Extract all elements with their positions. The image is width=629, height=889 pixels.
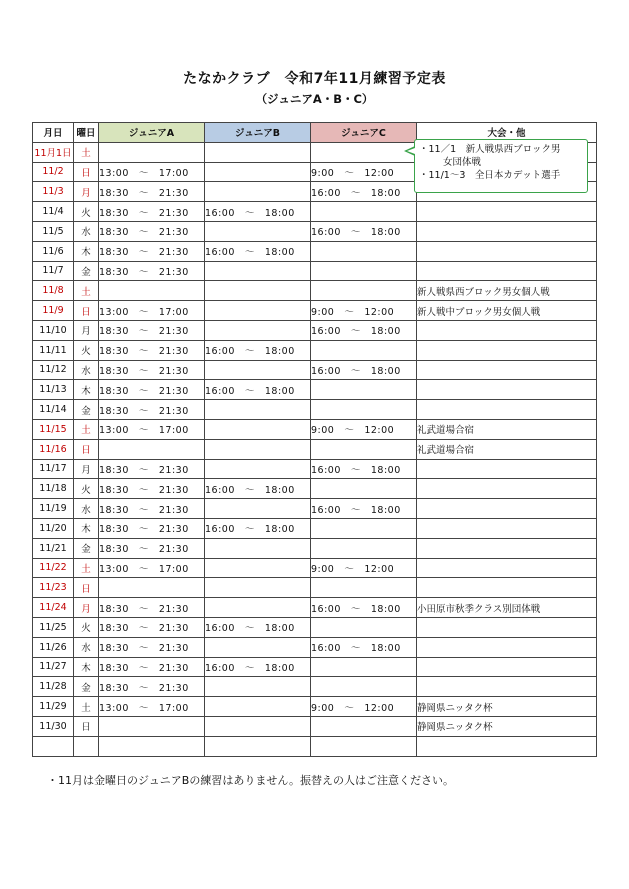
row-junior-b <box>205 637 311 657</box>
row-date: 11/16 <box>33 439 74 459</box>
table-row <box>33 538 597 558</box>
row-junior-b <box>205 261 311 281</box>
row-junior-a: 18:30 ～ 21:30 <box>99 400 205 420</box>
row-date: 11/23 <box>33 578 74 598</box>
row-junior-a: 18:30 ～ 21:30 <box>99 637 205 657</box>
row-event <box>417 241 597 261</box>
row-junior-a: 18:30 ～ 21:30 <box>99 360 205 380</box>
row-date: 11/4 <box>33 202 74 222</box>
row-junior-c <box>311 716 417 736</box>
row-junior-c: 9:00 ～ 12:00 <box>311 301 417 321</box>
row-date <box>33 736 74 756</box>
row-weekday: 月 <box>74 459 99 479</box>
row-junior-b <box>205 281 311 301</box>
row-date: 11/21 <box>33 538 74 558</box>
row-event <box>417 637 597 657</box>
row-junior-b: 16:00 ～ 18:00 <box>205 340 311 360</box>
row-junior-c: 16:00 ～ 18:00 <box>311 182 417 202</box>
row-junior-a: 13:00 ～ 17:00 <box>99 558 205 578</box>
row-junior-b <box>205 182 311 202</box>
row-junior-c <box>311 380 417 400</box>
row-date: 11月1日 <box>33 142 74 162</box>
row-event <box>417 479 597 499</box>
row-junior-c: 16:00 ～ 18:00 <box>311 598 417 618</box>
table-row <box>33 419 597 439</box>
row-date: 11/28 <box>33 677 74 697</box>
row-date: 11/5 <box>33 221 74 241</box>
table-row <box>33 479 597 499</box>
table-row <box>33 459 597 479</box>
row-junior-c <box>311 241 417 261</box>
row-event: 静岡県ニッタク杯 <box>417 697 597 717</box>
row-date: 11/13 <box>33 380 74 400</box>
row-junior-c <box>311 538 417 558</box>
row-junior-a <box>99 578 205 598</box>
event-callout <box>414 139 588 193</box>
row-date: 11/2 <box>33 162 74 182</box>
row-event <box>417 499 597 519</box>
row-event: 礼武道場合宿 <box>417 419 597 439</box>
row-event: 新人戦県西ブロック男女個人戦 <box>417 281 597 301</box>
table-row <box>33 400 597 420</box>
row-event: 新人戦中ブロック男女個人戦 <box>417 301 597 321</box>
row-weekday: 水 <box>74 221 99 241</box>
row-junior-a: 13:00 ～ 17:00 <box>99 419 205 439</box>
row-junior-c: 9:00 ～ 12:00 <box>311 419 417 439</box>
table-row <box>33 202 597 222</box>
row-junior-b <box>205 459 311 479</box>
row-date: 11/9 <box>33 301 74 321</box>
row-junior-a: 18:30 ～ 21:30 <box>99 518 205 538</box>
row-junior-a <box>99 439 205 459</box>
row-junior-b: 16:00 ～ 18:00 <box>205 241 311 261</box>
row-junior-a: 18:30 ～ 21:30 <box>99 241 205 261</box>
row-weekday: 土 <box>74 281 99 301</box>
row-junior-b <box>205 320 311 340</box>
row-junior-a: 18:30 ～ 21:30 <box>99 657 205 677</box>
row-junior-a: 18:30 ～ 21:30 <box>99 340 205 360</box>
row-junior-a <box>99 736 205 756</box>
row-event <box>417 677 597 697</box>
row-date: 11/22 <box>33 558 74 578</box>
row-junior-c: 16:00 ～ 18:00 <box>311 360 417 380</box>
row-event <box>417 459 597 479</box>
row-event <box>417 261 597 281</box>
callout-line-1: ・11／1 新人戦県西ブロック男 <box>419 144 561 155</box>
row-junior-c: 16:00 ～ 18:00 <box>311 320 417 340</box>
row-junior-a <box>99 142 205 162</box>
row-date: 11/7 <box>33 261 74 281</box>
row-junior-c <box>311 142 417 162</box>
row-weekday: 金 <box>74 400 99 420</box>
row-weekday: 日 <box>74 578 99 598</box>
table-row <box>33 736 597 756</box>
row-junior-b <box>205 499 311 519</box>
table-row <box>33 657 597 677</box>
row-junior-c: 9:00 ～ 12:00 <box>311 558 417 578</box>
table-row <box>33 221 597 241</box>
table-row <box>33 578 597 598</box>
table-row <box>33 380 597 400</box>
row-junior-a: 13:00 ～ 17:00 <box>99 162 205 182</box>
row-junior-b <box>205 598 311 618</box>
row-date: 11/30 <box>33 716 74 736</box>
row-event <box>417 320 597 340</box>
table-row <box>33 360 597 380</box>
row-junior-b <box>205 162 311 182</box>
row-date: 11/19 <box>33 499 74 519</box>
row-junior-c <box>311 439 417 459</box>
table-row <box>33 261 597 281</box>
row-junior-c: 16:00 ～ 18:00 <box>311 637 417 657</box>
row-junior-b <box>205 538 311 558</box>
row-junior-a: 18:30 ～ 21:30 <box>99 538 205 558</box>
row-weekday: 火 <box>74 340 99 360</box>
row-junior-a: 18:30 ～ 21:30 <box>99 459 205 479</box>
row-date: 11/17 <box>33 459 74 479</box>
row-date: 11/6 <box>33 241 74 261</box>
row-junior-c: 16:00 ～ 18:00 <box>311 459 417 479</box>
row-date: 11/12 <box>33 360 74 380</box>
row-weekday: 日 <box>74 716 99 736</box>
row-junior-b <box>205 419 311 439</box>
row-weekday: 水 <box>74 499 99 519</box>
callout-pointer-fill <box>407 148 415 154</box>
row-junior-b <box>205 301 311 321</box>
row-weekday: 金 <box>74 261 99 281</box>
row-junior-a: 13:00 ～ 17:00 <box>99 697 205 717</box>
row-junior-c <box>311 677 417 697</box>
header-junior-b: ジュニアB <box>205 123 311 143</box>
row-weekday: 土 <box>74 419 99 439</box>
row-event <box>417 221 597 241</box>
row-junior-b <box>205 697 311 717</box>
table-row <box>33 697 597 717</box>
table-row <box>33 340 597 360</box>
row-date: 11/10 <box>33 320 74 340</box>
row-weekday: 日 <box>74 301 99 321</box>
row-weekday: 土 <box>74 142 99 162</box>
row-junior-a <box>99 281 205 301</box>
row-weekday: 木 <box>74 657 99 677</box>
row-junior-b: 16:00 ～ 18:00 <box>205 657 311 677</box>
header-events: 大会・他 <box>417 123 597 143</box>
row-event: 静岡県ニッタク杯 <box>417 716 597 736</box>
table-row <box>33 301 597 321</box>
row-junior-a: 18:30 ～ 21:30 <box>99 221 205 241</box>
row-event <box>417 617 597 637</box>
row-date: 11/25 <box>33 617 74 637</box>
row-junior-b <box>205 736 311 756</box>
row-junior-a: 18:30 ～ 21:30 <box>99 617 205 637</box>
row-weekday: 日 <box>74 439 99 459</box>
header-date: 月日 <box>33 123 74 143</box>
table-row <box>33 439 597 459</box>
row-junior-b <box>205 360 311 380</box>
row-date: 11/3 <box>33 182 74 202</box>
row-weekday: 月 <box>74 182 99 202</box>
header-junior-a: ジュニアA <box>99 123 205 143</box>
row-junior-c: 9:00 ～ 12:00 <box>311 162 417 182</box>
table-row <box>33 716 597 736</box>
table-row <box>33 558 597 578</box>
page-title: たなかクラブ 令和7年11月練習予定表 <box>183 71 446 87</box>
row-date: 11/18 <box>33 479 74 499</box>
row-weekday: 火 <box>74 202 99 222</box>
header-junior-c: ジュニアC <box>311 123 417 143</box>
row-junior-c <box>311 578 417 598</box>
row-junior-b: 16:00 ～ 18:00 <box>205 202 311 222</box>
row-weekday: 月 <box>74 320 99 340</box>
table-row <box>33 637 597 657</box>
table-row <box>33 518 597 538</box>
row-date: 11/29 <box>33 697 74 717</box>
row-weekday: 水 <box>74 637 99 657</box>
row-weekday: 木 <box>74 241 99 261</box>
row-junior-b <box>205 578 311 598</box>
row-junior-b: 16:00 ～ 18:00 <box>205 518 311 538</box>
page-subtitle: （ジュニアA・B・C） <box>255 92 374 106</box>
row-date: 11/11 <box>33 340 74 360</box>
table-row <box>33 617 597 637</box>
row-weekday: 木 <box>74 518 99 538</box>
row-weekday: 土 <box>74 697 99 717</box>
row-junior-c <box>311 340 417 360</box>
row-junior-c <box>311 479 417 499</box>
table-row <box>33 499 597 519</box>
row-junior-a: 18:30 ～ 21:30 <box>99 202 205 222</box>
row-date: 11/24 <box>33 598 74 618</box>
row-junior-c: 16:00 ～ 18:00 <box>311 499 417 519</box>
header-dow: 曜日 <box>74 123 99 143</box>
row-junior-c <box>311 736 417 756</box>
row-date: 11/15 <box>33 419 74 439</box>
row-event <box>417 380 597 400</box>
row-event <box>417 518 597 538</box>
row-junior-b <box>205 677 311 697</box>
row-junior-c <box>311 518 417 538</box>
row-weekday: 日 <box>74 162 99 182</box>
row-date: 11/20 <box>33 518 74 538</box>
row-junior-a: 18:30 ～ 21:30 <box>99 677 205 697</box>
row-junior-a: 18:30 ～ 21:30 <box>99 380 205 400</box>
row-event <box>417 360 597 380</box>
row-junior-b: 16:00 ～ 18:00 <box>205 617 311 637</box>
row-junior-c: 16:00 ～ 18:00 <box>311 221 417 241</box>
row-junior-a: 18:30 ～ 21:30 <box>99 320 205 340</box>
table-row <box>33 281 597 301</box>
row-event <box>417 340 597 360</box>
row-junior-a: 18:30 ～ 21:30 <box>99 479 205 499</box>
row-weekday: 水 <box>74 360 99 380</box>
row-event <box>417 202 597 222</box>
row-date: 11/26 <box>33 637 74 657</box>
row-junior-b <box>205 400 311 420</box>
row-junior-a: 18:30 ～ 21:30 <box>99 182 205 202</box>
footer-note: ・11月は金曜日のジュニアBの練習はありません。振替えの人はご注意ください。 <box>47 774 454 787</box>
row-weekday: 火 <box>74 617 99 637</box>
table-row <box>33 677 597 697</box>
row-junior-c <box>311 400 417 420</box>
row-junior-b: 16:00 ～ 18:00 <box>205 380 311 400</box>
row-junior-b <box>205 221 311 241</box>
row-weekday: 土 <box>74 558 99 578</box>
row-event <box>417 578 597 598</box>
table-row <box>33 320 597 340</box>
row-junior-c <box>311 261 417 281</box>
row-weekday <box>74 736 99 756</box>
callout-line-2: 女団体戦 <box>443 157 482 168</box>
row-junior-b <box>205 439 311 459</box>
row-weekday: 木 <box>74 380 99 400</box>
row-event <box>417 736 597 756</box>
row-junior-c <box>311 657 417 677</box>
row-junior-a: 13:00 ～ 17:00 <box>99 301 205 321</box>
row-weekday: 火 <box>74 479 99 499</box>
row-event <box>417 538 597 558</box>
table-row <box>33 241 597 261</box>
row-event <box>417 657 597 677</box>
row-event: 小田原市秋季クラス別団体戦 <box>417 598 597 618</box>
row-junior-a: 18:30 ～ 21:30 <box>99 261 205 281</box>
row-weekday: 金 <box>74 538 99 558</box>
callout-line-3: ・11/1～3 全日本カデット選手 <box>419 170 561 181</box>
row-date: 11/8 <box>33 281 74 301</box>
row-junior-b <box>205 142 311 162</box>
row-junior-c <box>311 281 417 301</box>
row-junior-c <box>311 617 417 637</box>
row-junior-c <box>311 202 417 222</box>
schedule-table <box>32 122 597 757</box>
row-weekday: 金 <box>74 677 99 697</box>
row-date: 11/27 <box>33 657 74 677</box>
row-event <box>417 558 597 578</box>
row-event <box>417 400 597 420</box>
row-junior-b <box>205 558 311 578</box>
row-junior-b <box>205 716 311 736</box>
row-weekday: 月 <box>74 598 99 618</box>
row-date: 11/14 <box>33 400 74 420</box>
row-junior-a: 18:30 ～ 21:30 <box>99 499 205 519</box>
table-row <box>33 598 597 618</box>
row-event: 礼武道場合宿 <box>417 439 597 459</box>
row-junior-b: 16:00 ～ 18:00 <box>205 479 311 499</box>
row-junior-a <box>99 716 205 736</box>
row-junior-a: 18:30 ～ 21:30 <box>99 598 205 618</box>
row-junior-c: 9:00 ～ 12:00 <box>311 697 417 717</box>
